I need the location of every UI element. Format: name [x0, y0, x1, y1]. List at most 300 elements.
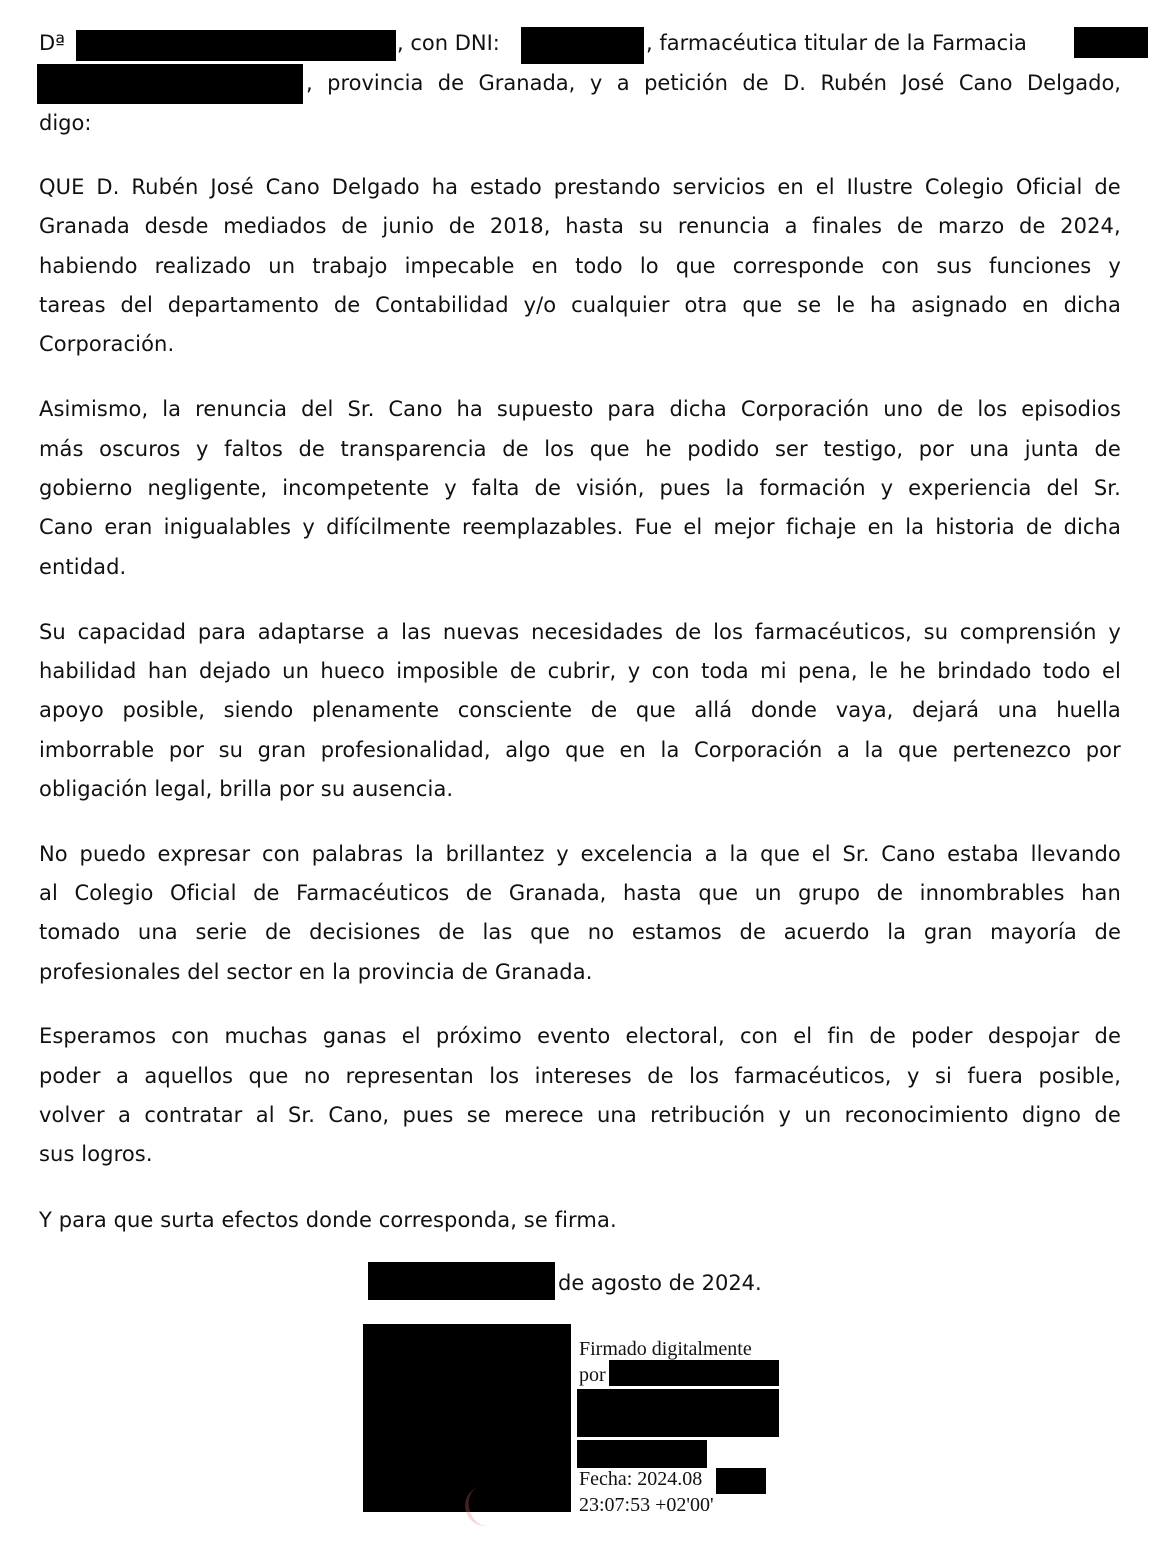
word: el [683, 515, 703, 539]
word: José [901, 71, 945, 95]
word: que [635, 698, 676, 722]
word: de [1094, 1024, 1121, 1048]
word: Corporación [693, 738, 823, 762]
word: a [616, 71, 630, 95]
paragraph-4-line-4: profesionales del sector en la provincia de Granada. [39, 960, 593, 984]
word: corresponde [732, 254, 865, 278]
word: oscuros [99, 437, 181, 461]
word: reemplazables. [461, 515, 624, 539]
word: formación [759, 476, 866, 500]
paragraph-3-line-3 [39, 691, 1121, 730]
paragraph-5-line-4: sus logros. [39, 1142, 153, 1166]
word: de [341, 214, 368, 238]
word: cubrir, [547, 659, 617, 683]
word: de [448, 214, 476, 238]
paragraph-1-line-3 [39, 247, 1121, 286]
word: se [466, 1103, 491, 1127]
word: , [306, 71, 313, 95]
word: difícilmente [326, 515, 451, 539]
word: Sr. [1093, 476, 1121, 500]
word: he [899, 659, 926, 683]
word: transparencia [340, 437, 487, 461]
word: han [147, 659, 188, 683]
word: que [565, 738, 605, 762]
word: próximo [435, 1024, 522, 1048]
word: historia [935, 515, 1015, 539]
signature-time: 23:07:53 +02'00' [579, 1494, 714, 1516]
word: con [171, 1024, 210, 1048]
word: dejará [912, 698, 980, 722]
word: que [589, 437, 630, 461]
word: Rubén [820, 71, 887, 95]
word: petición [644, 71, 728, 95]
word: de [253, 881, 280, 905]
word: de [438, 920, 465, 944]
word: fuera [967, 1064, 1024, 1088]
word: aquellos [144, 1064, 234, 1088]
word: una [137, 920, 178, 944]
word: hueco [320, 659, 385, 683]
word: Corporación [740, 397, 870, 421]
word: los [977, 397, 1008, 421]
word: despojar [987, 1024, 1080, 1048]
word: se [797, 293, 822, 317]
word: episodios [1021, 397, 1121, 421]
word: junio [382, 214, 435, 238]
word: puedo [79, 842, 146, 866]
word: le [836, 293, 856, 317]
word: en [531, 254, 559, 278]
word: un [282, 659, 309, 683]
word: de [502, 437, 529, 461]
word: electoral, [625, 1024, 725, 1048]
word: vaya, [835, 698, 894, 722]
word: con [881, 254, 920, 278]
word: hasta [623, 881, 682, 905]
opening-line-3: digo: [39, 111, 92, 135]
word: de [264, 920, 292, 944]
word: Sr. [842, 842, 870, 866]
word: renuncia [195, 397, 288, 421]
word: imborrable [39, 738, 155, 762]
word: poder [911, 1024, 973, 1048]
word: llevando [1030, 842, 1121, 866]
paragraph-3-line-4 [39, 731, 1121, 770]
paragraph-1-line-2 [39, 207, 1121, 246]
digital-signature-label: Firmado digitalmente [579, 1338, 752, 1360]
redacted-dni [521, 27, 644, 64]
word: el [811, 842, 831, 866]
word: y [556, 842, 569, 866]
word: provincia [327, 71, 424, 95]
word: y [627, 659, 641, 683]
word: la [415, 842, 434, 866]
salutation-prefix: Dª [39, 31, 66, 55]
word: el [401, 1024, 421, 1048]
paragraph-4-line-2 [39, 874, 1121, 913]
word: de [1094, 920, 1121, 944]
word: Granada, [508, 881, 607, 905]
word: y [880, 476, 894, 500]
word: Delgado, [1026, 71, 1121, 95]
word: dicha [1063, 515, 1121, 539]
word: Farmacéuticos [296, 881, 450, 905]
word: eran [104, 515, 153, 539]
word: cualquier [571, 293, 670, 317]
word: no [303, 1064, 331, 1088]
word: brindado [937, 659, 1032, 683]
word: Cano [958, 71, 1013, 95]
word: intereses [534, 1064, 632, 1088]
paragraph-2-line-2 [39, 430, 1121, 469]
word: uno [883, 397, 924, 421]
word: imposible [396, 659, 499, 683]
word: QUE [39, 175, 85, 199]
word: pues [402, 1103, 454, 1127]
word: de [509, 659, 537, 683]
word: necesidades [531, 620, 664, 644]
word: un [268, 254, 296, 278]
redacted-signature-day [716, 1468, 766, 1494]
word: los [544, 437, 575, 461]
word: habilidad [39, 659, 137, 683]
word: las [401, 620, 432, 644]
word: Ilustre [846, 175, 913, 199]
word: fin [827, 1024, 855, 1048]
word: Esperamos [39, 1024, 157, 1048]
word: todo [575, 254, 623, 278]
word: he [645, 437, 672, 461]
word: Colegio [74, 881, 154, 905]
word: realizado [154, 254, 252, 278]
word: ha [456, 397, 483, 421]
word: asignado [911, 293, 1008, 317]
word: la [887, 920, 907, 944]
paragraph-2-line-3 [39, 469, 1121, 508]
word: departamento [167, 293, 319, 317]
word: ha [869, 293, 897, 317]
word: de [674, 620, 702, 644]
word: allá [694, 698, 733, 722]
word: de [936, 397, 964, 421]
word: de [1094, 437, 1121, 461]
word: palabras [311, 842, 404, 866]
word: farmacéuticos, [734, 1064, 892, 1088]
word: por [168, 738, 205, 762]
word: que [675, 254, 716, 278]
word: acuerdo [783, 920, 870, 944]
word: tomado [39, 920, 121, 944]
word: otra [684, 293, 728, 317]
word: su [638, 214, 664, 238]
word: tareas [39, 293, 106, 317]
word: para [197, 620, 246, 644]
word: de [437, 71, 465, 95]
word: excelencia [580, 842, 693, 866]
word: decisiones [309, 920, 421, 944]
word: ha [431, 175, 459, 199]
word: de [1019, 214, 1046, 238]
word: de [1025, 515, 1053, 539]
word: Oficial [1015, 175, 1083, 199]
signature-date: de agosto de 2024. [558, 1271, 762, 1295]
word: de [869, 1024, 896, 1048]
word: servicios [672, 175, 766, 199]
word: gran [923, 920, 973, 944]
word: a [376, 620, 390, 644]
word: Sr. [287, 1103, 315, 1127]
word: digno [1021, 1103, 1082, 1127]
word: muchas [224, 1024, 308, 1048]
word: su [218, 738, 244, 762]
word: hasta [565, 214, 624, 238]
word: 2024, [1060, 214, 1121, 238]
word: marzo [937, 214, 1005, 238]
word: del [1046, 476, 1079, 500]
word: por [918, 437, 954, 461]
word: adaptarse [257, 620, 365, 644]
word: de [647, 1064, 674, 1088]
word: Asimismo, [39, 397, 149, 421]
word: merece [504, 1103, 584, 1127]
word: de [333, 293, 361, 317]
word: de [298, 437, 325, 461]
word: Cano, [328, 1103, 390, 1127]
paragraph-1-line-1 [39, 168, 1121, 207]
word: mi [760, 659, 787, 683]
word: Colegio [924, 175, 1004, 199]
word: innombrables [919, 881, 1065, 905]
redacted-signer-line-1 [609, 1360, 779, 1386]
word: si [934, 1064, 952, 1088]
word: la [162, 397, 182, 421]
word: que [530, 920, 571, 944]
word: podido [687, 437, 760, 461]
word: evento [537, 1024, 611, 1048]
word: D. [96, 175, 120, 199]
word: y [778, 1103, 792, 1127]
word: que [698, 881, 739, 905]
redacted-date-place [368, 1262, 555, 1300]
word: de [534, 476, 561, 500]
word: testigo, [823, 437, 904, 461]
word: la [905, 515, 925, 539]
word: para [607, 397, 656, 421]
word: pertenezco [952, 738, 1072, 762]
word: han [1081, 881, 1121, 905]
word: mejor [713, 515, 775, 539]
word: incompetente [282, 476, 430, 500]
word: y/o [523, 293, 557, 317]
word: serie [195, 920, 248, 944]
word: Sr. [347, 397, 375, 421]
word: gobierno [39, 476, 133, 500]
word: de [1094, 1103, 1121, 1127]
word: y [302, 515, 315, 539]
word: de [590, 698, 618, 722]
word: retribución [650, 1103, 766, 1127]
word: Cano [265, 175, 320, 199]
word: fichaje [785, 515, 857, 539]
word: capacidad [77, 620, 187, 644]
word: un [754, 881, 782, 905]
word: posible, [122, 698, 205, 722]
word: toda [701, 659, 749, 683]
word: junta [1024, 437, 1079, 461]
word: contratar [144, 1103, 243, 1127]
word: por [1085, 738, 1121, 762]
paragraph-1-line-4 [39, 286, 1121, 325]
word: la [660, 738, 680, 762]
paragraph-5-line-1 [39, 1017, 1121, 1056]
word: que [248, 1064, 289, 1088]
redacted-signer-line-2 [577, 1389, 779, 1437]
word: los [489, 1064, 520, 1088]
redacted-signature-image [363, 1324, 571, 1512]
word: estamos [631, 920, 722, 944]
redacted-location [37, 64, 303, 104]
word: donde [750, 698, 818, 722]
word: al [39, 881, 58, 905]
word: grupo [798, 881, 861, 905]
word: en [619, 738, 646, 762]
word: y [444, 476, 457, 500]
word: algo [505, 738, 551, 762]
word: Cano [388, 397, 443, 421]
word: mediados [223, 214, 327, 238]
signed-by-label: por [579, 1364, 606, 1386]
word: apoyo [39, 698, 104, 722]
word: faltos [224, 437, 283, 461]
word: poder [39, 1064, 101, 1088]
paragraph-1-line-5: Corporación. [39, 332, 175, 356]
word: habiendo [39, 254, 138, 278]
word: y [907, 1064, 920, 1088]
dni-label: , con DNI: [397, 31, 500, 55]
word: experiencia [908, 476, 1032, 500]
word: de [896, 214, 924, 238]
word: Su [39, 620, 66, 644]
word: con [261, 842, 300, 866]
word: de [1094, 175, 1121, 199]
word: sus [936, 254, 972, 278]
paragraph-3-line-2 [39, 652, 1121, 691]
word: una [969, 437, 1010, 461]
word: trabajo [312, 254, 388, 278]
word: del [120, 293, 153, 317]
paragraph-3-line-5: obligación legal, brilla por su ausencia. [39, 777, 454, 801]
word: el [1101, 659, 1121, 683]
word: falta [471, 476, 520, 500]
word: expresar [157, 842, 251, 866]
word: los [713, 620, 743, 644]
word: y [589, 71, 603, 95]
word: en [777, 175, 804, 199]
word: pena, [798, 659, 858, 683]
paragraph-2-line-4 [39, 508, 1121, 547]
closing-line: Y para que surta efectos donde corresponda, se firma. [39, 1208, 617, 1232]
word: mayoría [990, 920, 1077, 944]
word: posible, [1038, 1064, 1121, 1088]
signature-date-label: Fecha: 2024.08 [579, 1468, 703, 1490]
word: en [867, 515, 895, 539]
word: impecable [404, 254, 515, 278]
word: lo [639, 254, 659, 278]
word: No [39, 842, 68, 866]
word: inigualables [163, 515, 292, 539]
opening-line-2 [306, 64, 1121, 103]
word: el [815, 175, 835, 199]
word: la [864, 738, 884, 762]
word: a [784, 214, 798, 238]
word: de [465, 881, 493, 905]
word: José [210, 175, 254, 199]
word: Oficial [170, 881, 237, 905]
word: estaba [947, 842, 1019, 866]
redacted-signer-line-3 [577, 1440, 707, 1468]
paragraph-3-line-1 [39, 613, 1121, 652]
word: ser [774, 437, 808, 461]
word: visión, [575, 476, 645, 500]
word: en [1022, 293, 1049, 317]
word: no [587, 920, 615, 944]
word: y [1108, 254, 1121, 278]
pharmacist-role-text: , farmacéutica titular de la Farmacia [646, 31, 1027, 55]
word: volver [39, 1103, 105, 1127]
word: Fue [634, 515, 673, 539]
word: las [482, 920, 513, 944]
redacted-name [76, 30, 396, 61]
word: consciente [457, 698, 573, 722]
paragraph-2-line-1 [39, 390, 1121, 429]
word: Cano [881, 842, 936, 866]
word: con [651, 659, 690, 683]
word: finales [812, 214, 883, 238]
word: ganas [322, 1024, 387, 1048]
word: representan [345, 1064, 474, 1088]
word: todo [1042, 659, 1091, 683]
word: la [725, 476, 745, 500]
word: a [118, 1103, 131, 1127]
word: reconocimiento [844, 1103, 1009, 1127]
word: una [597, 1103, 637, 1127]
word: comprensión [959, 620, 1097, 644]
word: de [742, 71, 769, 95]
word: supuesto [496, 397, 594, 421]
word: nuevas [442, 620, 520, 644]
word: dejado [199, 659, 271, 683]
word: que [760, 842, 800, 866]
word: plenamente [312, 698, 440, 722]
word: profesionalidad, [320, 738, 491, 762]
word: siendo [223, 698, 294, 722]
word: Rubén [131, 175, 199, 199]
word: una [997, 698, 1038, 722]
word: Granada [39, 214, 130, 238]
paragraph-5-line-2 [39, 1057, 1121, 1096]
word: a [116, 1064, 129, 1088]
word: dicha [669, 397, 727, 421]
word: renuncia [677, 214, 770, 238]
word: su [923, 620, 949, 644]
word: y [196, 437, 209, 461]
paragraph-4-line-3 [39, 913, 1121, 952]
word: la [729, 842, 749, 866]
word: y [1108, 620, 1121, 644]
word: de [876, 881, 904, 905]
word: pues [659, 476, 711, 500]
word: un [804, 1103, 832, 1127]
